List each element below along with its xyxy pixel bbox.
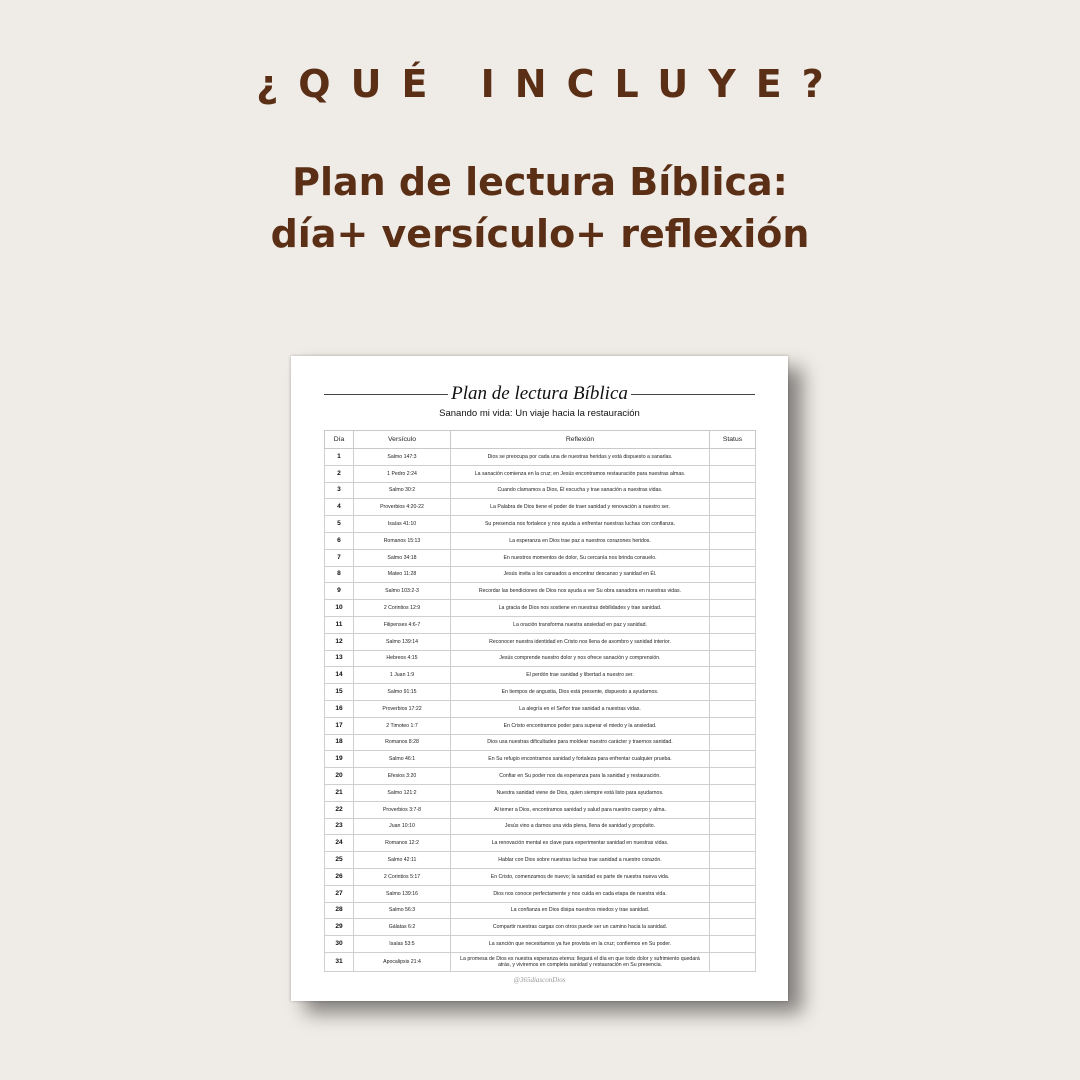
reflection-cell: La renovación mental es clave para experimentar sanidad en nuestras vidas. [451,835,710,852]
status-cell [710,667,756,684]
day-cell: 7 [325,549,354,566]
reflection-cell: Dios se preocupa por cada una de nuestras heridas y está dispuesto a sanarlas. [451,449,710,466]
verse-cell: 1 Juan 1:9 [354,667,451,684]
reflection-cell: Nuestra sanidad viene de Dios, quien siempre está listo para ayudarnos. [451,784,710,801]
day-cell: 9 [325,583,354,600]
day-cell: 8 [325,566,354,583]
day-cell: 12 [325,633,354,650]
status-cell [710,616,756,633]
day-cell: 20 [325,768,354,785]
verse-cell: Salmo 56:3 [354,902,451,919]
status-cell [710,868,756,885]
title-rule-left [324,394,448,395]
table-row [325,717,756,734]
table-body [325,449,756,972]
table-row [325,616,756,633]
verse-cell: 2 Corintios 12:9 [354,600,451,617]
table-row [325,751,756,768]
status-cell [710,516,756,533]
verse-cell: Mateo 11:28 [354,566,451,583]
table-row [325,885,756,902]
day-cell: 19 [325,751,354,768]
status-cell [710,952,756,971]
table-row [325,734,756,751]
status-cell [710,465,756,482]
verse-cell: Juan 10:10 [354,818,451,835]
reflection-cell: La alegría en el Señor trae sanidad a nuestras vidas. [451,700,710,717]
reflection-cell: En Cristo encontramos poder para superar el miedo y la ansiedad. [451,717,710,734]
reflection-cell: La Palabra de Dios tiene el poder de traer sanidad y renovación a nuestro ser. [451,499,710,516]
day-cell: 5 [325,516,354,533]
status-cell [710,684,756,701]
day-cell: 11 [325,616,354,633]
status-cell [710,549,756,566]
status-cell [710,633,756,650]
column-header-day: Día [325,431,354,449]
reflection-cell: Al temer a Dios, encontramos sanidad y salud para nuestro cuerpo y alma. [451,801,710,818]
table-row [325,549,756,566]
eyebrow-heading: ¿QUÉ INCLUYE? [256,62,844,106]
table-row [325,600,756,617]
reflection-cell: La sanación comienza en la cruz; en Jesús encontramos restauración para nuestras almas. [451,465,710,482]
status-cell [710,751,756,768]
day-cell: 21 [325,784,354,801]
verse-cell: Salmo 147:3 [354,449,451,466]
status-cell [710,532,756,549]
day-cell: 1 [325,449,354,466]
day-cell: 22 [325,801,354,818]
verse-cell: 1 Pedro 2:24 [354,465,451,482]
table-row [325,482,756,499]
status-cell [710,885,756,902]
document-preview [291,356,788,1001]
day-cell: 31 [325,952,354,971]
table-row [325,499,756,516]
day-cell: 29 [325,919,354,936]
table-row [325,532,756,549]
verse-cell: Gálatas 6:2 [354,919,451,936]
day-cell: 4 [325,499,354,516]
reflection-cell: La sanción que necesitamos ya fue provista en la cruz; confiemos en Su poder. [451,936,710,953]
status-cell [710,482,756,499]
verse-cell: Salmo 139:16 [354,885,451,902]
reflection-cell: En tiempos de angustia, Dios está presente, dispuesto a ayudarnos. [451,684,710,701]
status-cell [710,566,756,583]
table-row [325,835,756,852]
reflection-cell: Hablar con Dios sobre nuestras luchas trae sanidad a nuestro corazón. [451,852,710,869]
verse-cell: Proverbios 3:7-8 [354,801,451,818]
document-title-row [324,381,755,407]
headline-line-1: Plan de lectura Bíblica: [292,160,788,204]
reflection-cell: En Su refugio encontramos sanidad y fortaleza para enfrentar cualquier prueba. [451,751,710,768]
reflection-cell: En Cristo, comenzamos de nuevo; la sanidad es parte de nuestra nueva vida. [451,868,710,885]
day-cell: 24 [325,835,354,852]
reflection-cell: La gracia de Dios nos sostiene en nuestras debilidades y trae sanidad. [451,600,710,617]
day-cell: 25 [325,852,354,869]
document-subtitle: Sanando mi vida: Un viaje hacia la restauración [439,408,640,419]
reflection-cell: Jesús vino a darnos una vida plena, llena de sanidad y propósito. [451,818,710,835]
table-row [325,650,756,667]
reflection-cell: Reconocer nuestra identidad en Cristo nos llena de asombro y sanidad interior. [451,633,710,650]
verse-cell: Salmo 30:2 [354,482,451,499]
reflection-cell: Cuando clamamos a Dios, Él escucha y trae sanación a nuestras vidas. [451,482,710,499]
table-row [325,868,756,885]
day-cell: 30 [325,936,354,953]
verse-cell: Isaías 53:5 [354,936,451,953]
table-row [325,936,756,953]
day-cell: 28 [325,902,354,919]
column-header-verse: Versículo [354,431,451,449]
reading-plan-table [324,430,756,972]
verse-cell: Salmo 139:14 [354,633,451,650]
status-cell [710,919,756,936]
status-cell [710,717,756,734]
status-cell [710,700,756,717]
status-cell [710,902,756,919]
day-cell: 10 [325,600,354,617]
day-cell: 14 [325,667,354,684]
verse-cell: Salmo 34:18 [354,549,451,566]
reflection-cell: Compartir nuestras cargas con otros puede ser un camino hacia la sanidad. [451,919,710,936]
status-cell [710,499,756,516]
verse-cell: 2 Timoteo 1:7 [354,717,451,734]
table-row [325,566,756,583]
verse-cell: Salmo 46:1 [354,751,451,768]
table-row [325,852,756,869]
verse-cell: Efesios 3:20 [354,768,451,785]
reflection-cell: Dios nos conoce perfectamente y nos cuida en cada etapa de nuestra vida. [451,885,710,902]
reflection-cell: El perdón trae sanidad y libertad a nuestro ser. [451,667,710,684]
reflection-cell: La esperanza en Dios trae paz a nuestros corazones heridos. [451,532,710,549]
status-cell [710,835,756,852]
status-cell [710,583,756,600]
column-header-reflection: Reflexión [451,431,710,449]
table-header-row [325,431,756,449]
reflection-cell: Confiar en Su poder nos da esperanza para la sanidad y restauración. [451,768,710,785]
table-row [325,465,756,482]
verse-cell: Salmo 121:2 [354,784,451,801]
day-cell: 16 [325,700,354,717]
verse-cell: Filipenses 4:6-7 [354,616,451,633]
day-cell: 3 [325,482,354,499]
status-cell [710,852,756,869]
table-row [325,801,756,818]
table-row [325,516,756,533]
day-cell: 6 [325,532,354,549]
status-cell [710,936,756,953]
table-row [325,902,756,919]
day-cell: 18 [325,734,354,751]
table-row [325,684,756,701]
day-cell: 15 [325,684,354,701]
table-row [325,667,756,684]
verse-cell: Romanos 15:13 [354,532,451,549]
table-row [325,449,756,466]
verse-cell: Romanos 12:2 [354,835,451,852]
reflection-cell: La oración transforma nuestra ansiedad en paz y sanidad. [451,616,710,633]
headline [0,156,1080,260]
verse-cell: Salmo 103:2-3 [354,583,451,600]
column-header-status: Status [710,431,756,449]
table-row [325,583,756,600]
status-cell [710,600,756,617]
verse-cell: 2 Corintios 5:17 [354,868,451,885]
verse-cell: Proverbios 4:20-22 [354,499,451,516]
reflection-cell: La confianza en Dios disipa nuestros miedos y trae sanidad. [451,902,710,919]
status-cell [710,650,756,667]
verse-cell: Salmo 42:11 [354,852,451,869]
table-row [325,633,756,650]
verse-cell: Romanos 8:28 [354,734,451,751]
reflection-cell: Dios usa nuestras dificultades para moldear nuestro carácter y traernos sanidad. [451,734,710,751]
verse-cell: Hebreos 4:15 [354,650,451,667]
day-cell: 13 [325,650,354,667]
document-title: Plan de lectura Bíblica [451,383,628,404]
verse-cell: Apocalipsis 21:4 [354,952,451,971]
day-cell: 27 [325,885,354,902]
reflection-cell: Jesús comprende nuestro dolor y nos ofrece sanación y comprensión. [451,650,710,667]
status-cell [710,818,756,835]
table-row [325,818,756,835]
status-cell [710,734,756,751]
table-row [325,700,756,717]
table-row [325,784,756,801]
reflection-cell: La promesa de Dios es nuestra esperanza eterna: llegará el día en que todo dolor y sufrimiento quedará atrás, y viviremos en completa sanidad y restauración en Su presencia. [451,952,710,971]
title-rule-right [631,394,755,395]
day-cell: 2 [325,465,354,482]
reflection-cell: Jesús invita a los cansados a encontrar descanso y sanidad en Él. [451,566,710,583]
social-handle: @365diasconDios [513,976,566,984]
day-cell: 17 [325,717,354,734]
verse-cell: Salmo 91:15 [354,684,451,701]
verse-cell: Proverbios 17:22 [354,700,451,717]
status-cell [710,784,756,801]
reflection-cell: Su presencia nos fortalece y nos ayuda a enfrentar nuestras luchas con confianza. [451,516,710,533]
reflection-cell: En nuestros momentos de dolor, Su cercanía nos brinda consuelo. [451,549,710,566]
table-row [325,768,756,785]
day-cell: 23 [325,818,354,835]
reflection-cell: Recordar las bendiciones de Dios nos ayuda a ver Su obra sanadora en nuestras vidas. [451,583,710,600]
headline-line-2: día+ versículo+ reflexión [270,212,810,256]
verse-cell: Isaías 41:10 [354,516,451,533]
status-cell [710,801,756,818]
status-cell [710,449,756,466]
day-cell: 26 [325,868,354,885]
table-row [325,952,756,971]
table-row [325,919,756,936]
status-cell [710,768,756,785]
